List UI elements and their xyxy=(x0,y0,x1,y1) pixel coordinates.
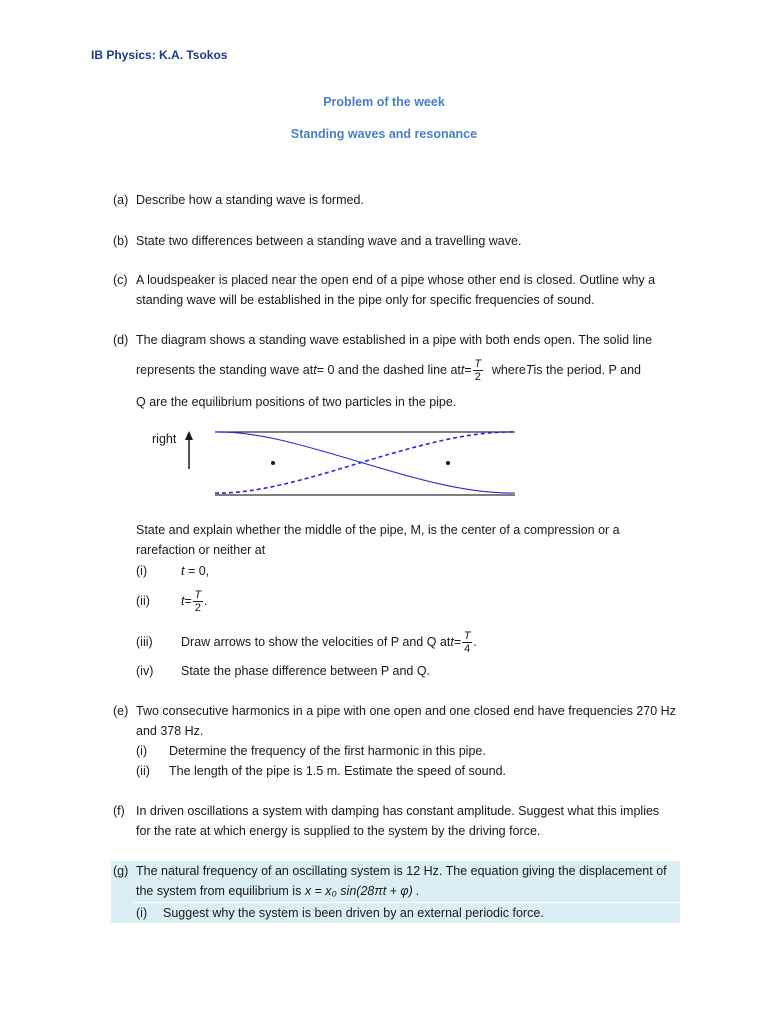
question-d-line1: The diagram shows a standing wave established in a pipe with both ends open. The solid line xyxy=(136,333,653,347)
question-d-iii: (iii) Draw arrows to show the velocities of P and Q at t = $\frac{T}{4}$ . xyxy=(136,629,477,655)
document-header: IB Physics: K.A. Tsokos xyxy=(91,48,228,62)
question-c-label: (c) xyxy=(113,273,128,287)
page-title: Problem of the week xyxy=(323,95,445,109)
displacement-equation: x = x₀ sin(28πt + φ) . xyxy=(304,884,420,898)
question-d-ii: (ii) t = $\frac{T}{2}$ . xyxy=(136,588,208,614)
pipe-diagram xyxy=(150,422,530,507)
dashed-wave-line xyxy=(215,432,515,493)
question-b-text: State two differences between a standing wave and a travelling wave. xyxy=(136,234,522,248)
question-a-label: (a) xyxy=(113,193,129,207)
page-subtitle: Standing waves and resonance xyxy=(290,127,478,141)
question-a-text: Describe how a standing wave is formed. xyxy=(136,193,364,207)
question-b-label: (b) xyxy=(113,234,129,248)
question-d-explain1: State and explain whether the middle of the pipe, M, is the center of a compression or a xyxy=(136,523,620,537)
question-d-line3: Q are the equilibrium positions of two particles in the pipe. xyxy=(136,395,457,409)
particle-q-dot xyxy=(446,461,450,465)
diagram-direction-label: right xyxy=(152,432,177,446)
question-d-label: (d) xyxy=(113,333,129,347)
particle-p-dot xyxy=(271,461,275,465)
fraction-t-over-2: $\frac{T}{2}$ xyxy=(474,357,482,383)
question-c-line2: standing wave will be established in the pipe only for specific frequencies of sound. xyxy=(136,293,595,307)
question-d-explain2: rarefaction or neither at xyxy=(136,543,266,557)
standing-wave-svg xyxy=(150,422,530,502)
question-d-line2: represents the standing wave at t = 0 and the dashed line at t = $\frac{T}{2}$ where T is the period. P and xyxy=(136,357,641,383)
solid-wave-line xyxy=(215,432,515,493)
arrow-up-icon xyxy=(185,431,193,469)
question-c-line1: A loudspeaker is placed near the open end of a pipe whose other end is closed. Outline why a xyxy=(136,273,656,287)
